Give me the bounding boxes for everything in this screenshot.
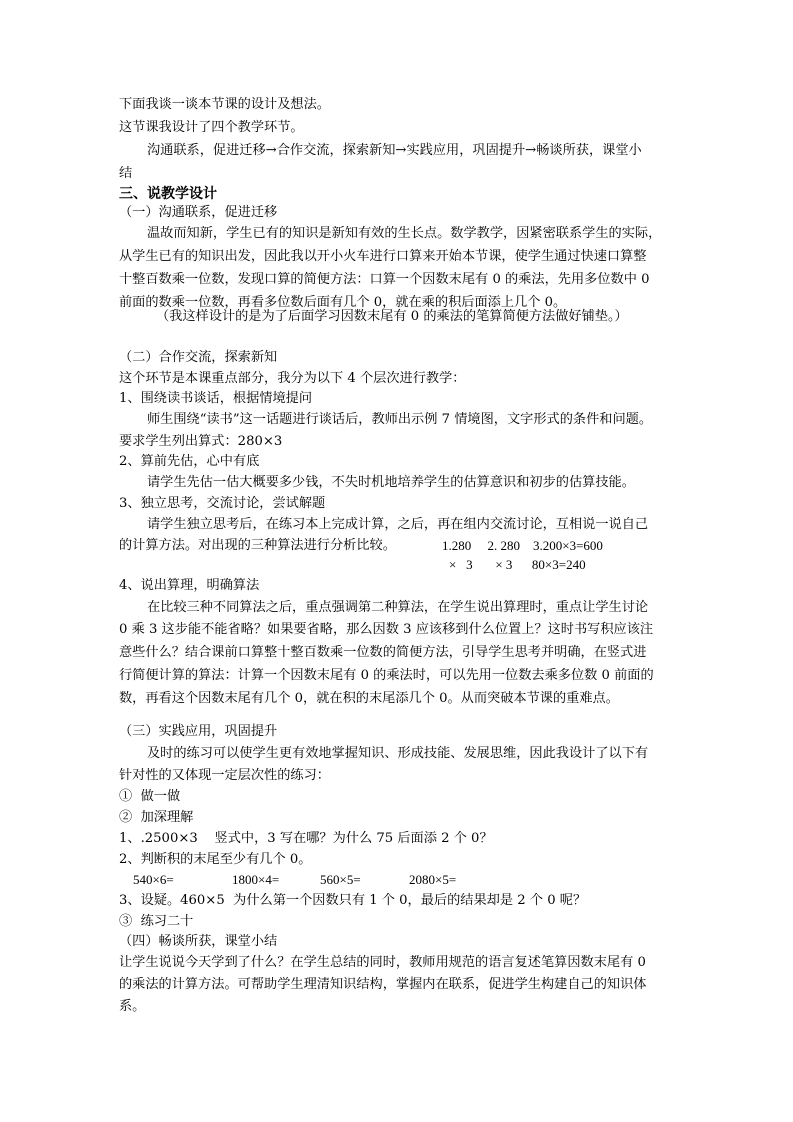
paragraph-line: 请学生独立思考后，在练习本上完成计算，之后，再在组内交流讨论，互相说一说自己 xyxy=(147,517,649,532)
section-2-title: （二）合作交流，探索新知 xyxy=(119,350,278,365)
paragraph-line: 要求学生列出算式：280×3 xyxy=(119,434,283,449)
section-2-intro: 这个环节是本课重点部分，我分为以下 4 个层次进行教学： xyxy=(119,371,466,386)
circled-item-2: ② 加深理解 xyxy=(119,810,194,825)
paragraph-line: 从学生已有的知识出发，因此我以开小火车进行口算来开始本节课，使学生通过快速口算整 xyxy=(119,249,647,264)
item-1-title: 1、围绕读书谈话，根据情境提问 xyxy=(119,391,313,406)
question-1: 1、.2500×3 竖式中，3 写在哪？为什么 75 后面添 2 个 0？ xyxy=(119,831,493,846)
algorithm-row-top: 1.280 2. 280 3.200×3=600 xyxy=(442,538,603,553)
design-note: （我这样设计的是为了后面学习因数末尾有 0 的乘法的笔算简便方法做好铺垫。） xyxy=(156,309,628,324)
circled-item-3: ③ 练习二十 xyxy=(119,914,194,929)
paragraph-line: 针对性的又体现一定层次性的练习： xyxy=(119,768,330,783)
intro-line-2: 这节课我设计了四个教学环节。 xyxy=(119,120,304,135)
calc-item: 540×6= xyxy=(133,872,174,887)
paragraph-line: 请学生先估一估大概要多少钱，不失时机地培养学生的估算意识和初步的估算技能。 xyxy=(147,475,635,490)
paragraph-line: 的计算方法。对出现的三种算法进行分析比较。 xyxy=(119,538,396,553)
paragraph-line: 及时的练习可以使学生更有效地掌握知识、形成技能、发展思维，因此我设计了以下有 xyxy=(147,746,649,761)
item-2-title: 2、算前先估，心中有底 xyxy=(119,454,260,469)
question-3: 3、设疑。460×5 为什么第一个因数只有 1 个 0，最后的结果却是 2 个 0 呢？ xyxy=(119,893,587,908)
paragraph-line: 意些什么？结合课前口算整十整百数乘一位数的简便方法，引导学生思考并明确，在竖式进 xyxy=(119,645,647,660)
paragraph-line: 0 乘 3 这步能不能省略？如果要省略，那么因数 3 应该移到什么位置上？这时书写积应该注 xyxy=(119,622,654,637)
item-3-title: 3、独立思考，交流讨论，尝试解题 xyxy=(119,496,326,511)
steps-line-2: 结 xyxy=(119,166,133,181)
steps-line-1: 沟通联系，促进迁移→合作交流，探索新知→实践应用，巩固提升→畅谈所获，课堂小 xyxy=(147,143,642,158)
calc-item: 1800×4= xyxy=(232,872,280,887)
calc-item: 2080×5= xyxy=(409,872,457,887)
paragraph-line: 行简便计算的算法：计算一个因数末尾有 0 的乘法时，可以先用一位数去乘多位数 0 前面的 xyxy=(119,668,654,683)
paragraph-line: 温故而知新，学生已有的知识是新知有效的生长点。数学教学，因紧密联系学生的实际， xyxy=(147,226,662,241)
paragraph-line: 在比较三种不同算法之后，重点强调第二种算法，在学生说出算理时，重点让学生讨论 xyxy=(147,600,649,615)
section-1-title: （一）沟通联系，促进迁移 xyxy=(119,205,278,220)
paragraph-line: 的乘法的计算方法。可帮助学生理清知识结构，掌握内在联系，促进学生构建自己的知识体 xyxy=(119,977,647,992)
paragraph-line: 数，再看这个因数末尾有几个 0，就在积的末尾添几个 0。从而突破本节课的重难点。 xyxy=(119,691,619,706)
paragraph-line: 师生围绕“读书”这一话题进行谈话后，教师出示例 7 情境图，文字形式的条件和问题。 xyxy=(147,412,653,427)
item-4-title: 4、说出算理，明确算法 xyxy=(119,578,260,593)
question-2: 2、判断积的末尾至少有几个 0。 xyxy=(119,852,312,867)
intro-line-1: 下面我谈一谈本节课的设计及想法。 xyxy=(119,97,330,112)
paragraph-line: 十整百数乘一位数，发现口算的简便方法：口算一个因数末尾有 0 的乘法，先用多位数中 0 xyxy=(119,272,650,287)
paragraph-line: 系。 xyxy=(119,999,146,1014)
section-4-title: （四）畅谈所获，课堂小结 xyxy=(119,934,278,949)
circled-item-1: ① 做一做 xyxy=(119,789,181,804)
section-3-title: （三）实践应用，巩固提升 xyxy=(119,724,278,739)
section-heading: 三、说教学设计 xyxy=(119,186,217,202)
algorithm-row-bottom: × 3 × 3 80×3=240 xyxy=(449,557,586,572)
calc-item: 560×5= xyxy=(320,872,361,887)
paragraph-line: 让学生说说今天学到了什么？在学生总结的同时，教师用规范的语言复述笔算因数末尾有 0 xyxy=(119,955,646,970)
paragraph-line: 前面的数乘一位数，再看多位数后面有几个 0，就在乘的积后面添上几个 0。 xyxy=(119,295,567,310)
